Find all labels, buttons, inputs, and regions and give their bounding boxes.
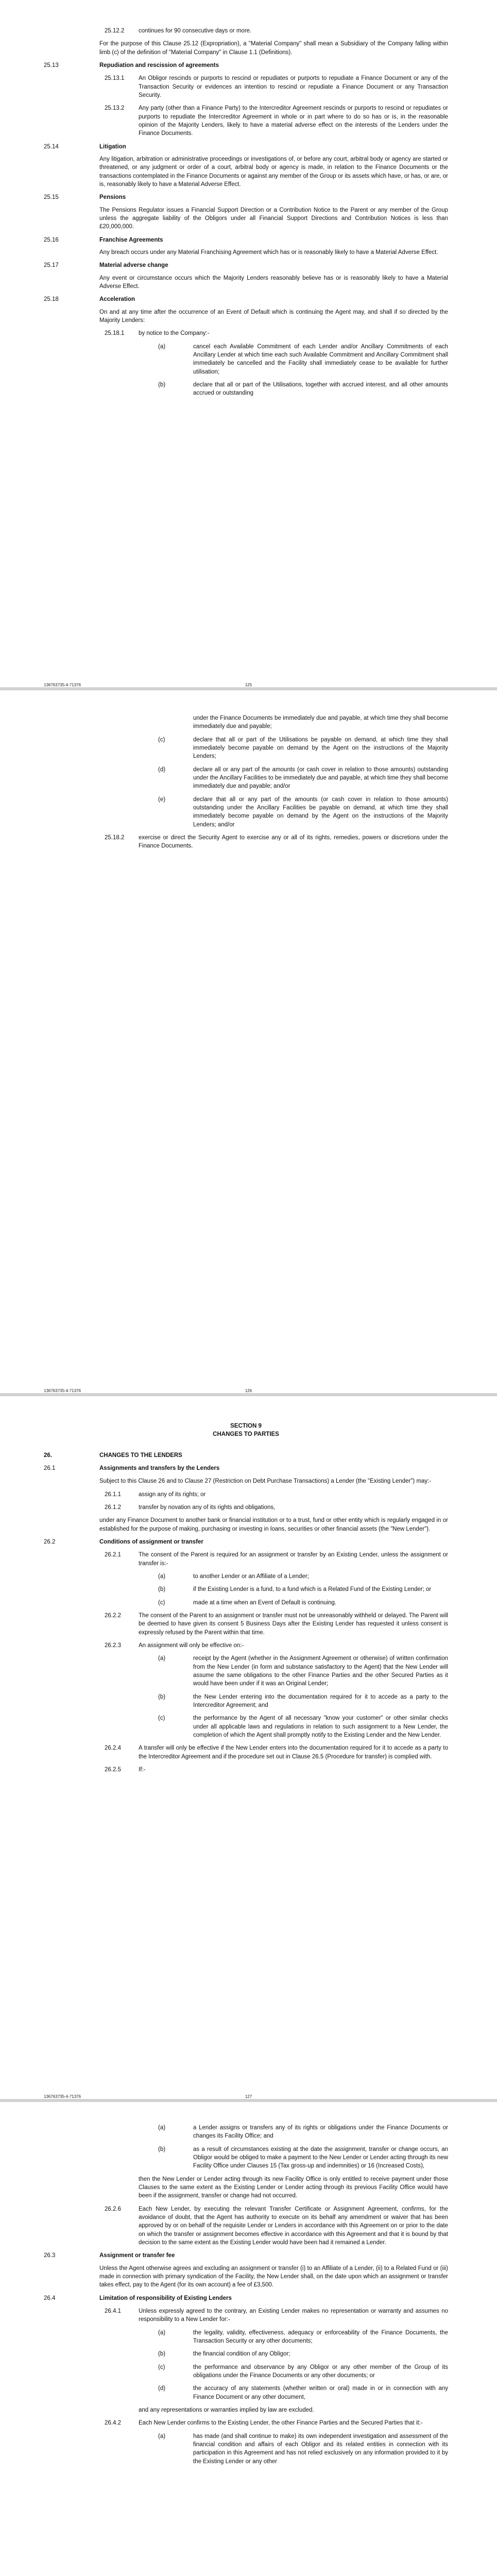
item-letter: (c) xyxy=(158,2364,165,2370)
clause-text: Any breach occurs under any Material Franchising Agreement which has or is reasonably likely to have a Material Adverse Effect. xyxy=(99,249,438,256)
item-letter: (b) xyxy=(158,1586,166,1593)
clause-number: 25.16 xyxy=(44,236,59,243)
sub-item-c xyxy=(44,1714,448,1739)
item-letter: (a) xyxy=(158,2125,166,2131)
clause-number: 26.2.4 xyxy=(105,1745,121,1752)
clause-text: The Pensions Regulator issues a Financial Support Direction or a Contribution Notice to the Parent or any member of the Group unless the aggregate liability of the Obligors under all Financial Support Directions and Contribution Notices is less than £20,000,000. xyxy=(99,207,448,230)
clause-text: Unless expressly agreed to the contrary, an Existing Lender makes no representation or warranty and assumes no responsibility to a New Lender for:- xyxy=(139,2308,448,2323)
item-letter: (c) xyxy=(158,1599,165,1606)
paragraph-material-company xyxy=(99,40,448,57)
clause-text: transfer by novation any of its rights and obligations, xyxy=(139,1504,276,1511)
sub-item-a xyxy=(44,1572,448,1581)
sub-item-d xyxy=(44,2384,448,2401)
clause-26-4-2 xyxy=(44,2419,448,2427)
clause-text: An Obligor rescinds or purports to rescind or repudiates or purports to repudiate a Finance Document or any of the Transaction Security or evidences an intention to rescind or repudiate a Finance Document or any Transaction Security. xyxy=(139,75,448,98)
sub-item-b xyxy=(44,381,448,398)
clause-number: 26.4.1 xyxy=(105,2308,121,2314)
sub-item-a xyxy=(44,343,448,376)
clause-25-18 xyxy=(44,295,448,325)
sub-item-a xyxy=(44,2124,448,2141)
clause-number: 25.13.2 xyxy=(105,105,125,112)
item-text: cancel each Available Commitment of each Lender and/or Ancillary Commitments of each Ancillary Lender at which time each such Available Commitment and Ancillary Commitment shall immediately be cancelled and the Facility shall immediately cease to be available for further utilisation; xyxy=(193,343,448,375)
item-letter: (a) xyxy=(158,1655,166,1662)
clause-26-2-5 xyxy=(44,1766,448,1774)
page-content xyxy=(44,2124,448,2470)
page-content xyxy=(44,1422,448,1778)
sub-item-b xyxy=(44,1585,448,1594)
sub-item-b xyxy=(44,2145,448,2171)
clause-text: The consent of the Parent is required for an assignment or transfer by an Existing Lender, unless the assignment or transfer is:- xyxy=(139,1552,448,1567)
clause-number: 25.13 xyxy=(44,62,59,69)
clause-number: 26.1.2 xyxy=(105,1504,121,1511)
item-text: has made (and shall continue to make) its own independent investigation and assessment of the financial condition and affairs of each Obligor and its related entities in connection with its participation in this Agreement and has not relied exclusively on any information provided to it by the Existing Lender or any other xyxy=(193,2433,448,2465)
clause-25-14 xyxy=(44,143,448,189)
clause-text: Each New Lender, by executing the relevant Transfer Certificate or Assignment Agreement, confirms, for the avoidance of doubt, that the Agent has authority to execute on its behalf any amendment or waiver that has been approved by or on behalf of the requisite Lender or Lenders in accordance with this Agreement on or prior to the date on which the transfer or assignment becomes effective in accordance with this Agreement and that it is bound by that decision to the same extent as the Existing Lender would have been had it remained a Lender. xyxy=(139,2206,448,2246)
clause-number: 26.3 xyxy=(44,2252,56,2259)
item-text: the New Lender entering into the documentation required for it to accede as a party to the Intercreditor Agreement; and xyxy=(193,1693,448,1708)
clause-25-13 xyxy=(44,61,448,70)
document-reference: 136763735-4-71376 xyxy=(44,1388,81,1393)
clause-text: The consent of the Parent to an assignment or transfer must not be unreasonably withheld or delayed. The Parent will be deemed to have given its consent 5 Business Days after the Existing Lender has requested it unless consent is expressly refused by the Parent within that time. xyxy=(139,1612,448,1636)
item-text: the performance by the Agent of all necessary "know your customer" or other similar checks under all applicable laws and regulations in relation to such assignment to a New Lender, the completion of which the Agent shall promptly notify to the Existing Lender and the New Lender. xyxy=(193,1715,448,1738)
paragraph-then xyxy=(139,2175,448,2200)
item-letter: (a) xyxy=(158,2329,166,2336)
item-text: declare that all or any part of the amounts (or cash cover in relation to those amounts) outstanding under the Ancillary Facilities be payable on demand, at which time they shall immediately become payable on demand by the Agent on the instructions of the Majority Lenders; and/or xyxy=(193,796,448,828)
clause-number: 25.18.1 xyxy=(105,330,125,337)
item-text: to another Lender or an Affiliate of a Lender; xyxy=(193,1573,309,1580)
clause-heading: Conditions of assignment or transfer xyxy=(99,1538,203,1545)
document-reference: 136763735-4-71376 xyxy=(44,2094,81,2099)
clause-heading: Assignments and transfers by the Lenders xyxy=(99,1465,220,1471)
item-letter: (b) xyxy=(158,1693,166,1700)
section-number: SECTION 9 xyxy=(230,1423,262,1429)
page-126 xyxy=(0,690,497,1396)
sub-item-c xyxy=(44,2363,448,2380)
page-128 xyxy=(0,2102,497,2576)
item-letter: (b) xyxy=(158,2146,166,2153)
clause-number: 26.4 xyxy=(44,2295,56,2301)
item-text: under the Finance Documents be immediately due and payable, at which time they shall become immediately due and payable; xyxy=(193,715,448,730)
clause-number: 25.13.1 xyxy=(105,75,125,82)
clause-number: 25.18 xyxy=(44,296,59,303)
clause-26-2-1 xyxy=(44,1551,448,1568)
page-number: 127 xyxy=(245,2094,252,2099)
sub-item-a xyxy=(44,2432,448,2466)
clause-heading: Limitation of responsibility of Existing Lenders xyxy=(99,2295,232,2301)
clause-25-13-1 xyxy=(44,74,448,99)
paragraph-new-lender xyxy=(99,1516,448,1533)
sub-item-b xyxy=(44,1693,448,1710)
clause-heading: Franchise Agreements xyxy=(99,236,163,243)
clause-26-1-1 xyxy=(44,1490,448,1499)
clause-26 xyxy=(44,1451,448,1460)
clause-number: 26.2.1 xyxy=(105,1552,121,1558)
clause-26-4-1 xyxy=(44,2307,448,2324)
clause-text: Unless the Agent otherwise agrees and excluding an assignment or transfer (i) to an Affiliate of a Lender, (ii) to a Related Fund or (iii) made in connection with primary syndication of the Facility, the New Lender shall, on the date upon which an assignment or transfer takes effect, pay to the Agent (for its own account) a fee of £3,500. xyxy=(99,2265,448,2289)
item-letter: (b) xyxy=(158,2351,166,2358)
clause-number: 25.15 xyxy=(44,194,59,201)
clause-number: 26. xyxy=(44,1452,52,1459)
clause-heading: Pensions xyxy=(99,194,126,201)
sub-item-d xyxy=(44,766,448,791)
clause-text: Any event or circumstance occurs which the Majority Lenders reasonably believe has or is reasonably likely to have a Material Adverse Effect. xyxy=(99,275,448,290)
sub-item-a xyxy=(44,1654,448,1688)
item-text: the accuracy of any statements (whether written or oral) made in or in connection with any Finance Document or any other document, xyxy=(193,2385,448,2400)
clause-25-16 xyxy=(44,236,448,257)
paragraph-text: under any Finance Document to another bank or financial institution or to a trust, fund or other entity which is regularly engaged in or established for the purpose of making, purchasing or investing in loans, securities or other financial assets (the "New Lender"). xyxy=(99,1517,448,1532)
clause-text: If:- xyxy=(139,1766,146,1773)
paragraph-text: then the New Lender or Lender acting through its new Facility Office is only entitled to receive payment under those Clauses to the same extent as the Existing Lender or Lender acting through its previous Facility Office would have been if the assignment, transfer or change had not occurred. xyxy=(139,2176,448,2199)
clause-heading: Material adverse change xyxy=(99,262,168,269)
item-letter: (e) xyxy=(158,796,166,803)
page-number: 126 xyxy=(245,1388,252,1393)
clause-25-15 xyxy=(44,193,448,231)
sub-item-c xyxy=(44,736,448,761)
clause-25-18-2 xyxy=(44,834,448,851)
clause-text: Any litigation, arbitration or administrative proceedings or investigations of, or before any court, arbitral body or agency are started or threatened, or any judgment or order of a court, arbitral body or agency is made, in relation to the Finance Documents or the transactions contemplated in the Finance Documents or against any member of the Group or its assets which have, or has, or are, or is, reasonably likely to have a Material Adverse Effect. xyxy=(99,156,448,188)
clause-text: Each New Lender confirms to the Existing Lender, the other Finance Parties and the Secured Parties that it:- xyxy=(139,2420,423,2427)
clause-25-18-1 xyxy=(44,329,448,337)
section-title: CHANGES TO PARTIES xyxy=(213,1431,279,1438)
clause-26-2 xyxy=(44,1538,448,1546)
clause-text: assign any of its rights; or xyxy=(139,1491,206,1498)
item-text: declare that all or part of the Utilisations be payable on demand, at which time they shall immediately become payable on demand by the Agent on the instructions of the Majority Lenders; xyxy=(193,736,448,760)
page-127 xyxy=(0,1396,497,2102)
clause-text: A transfer will only be effective if the New Lender enters into the documentation required for it to accede as a party to the Intercreditor Agreement and if the procedure set out in Clause 26.5 (Procedure for transfer) is complied with. xyxy=(139,1745,448,1760)
item-text: as a result of circumstances existing at the date the assignment, transfer or change occurs, an Obligor would be obliged to make a payment to the New Lender or Lender acting through its new Facility Office under Clauses 15 (Tax gross-up and indemnities) or 16 (Increased Costs), xyxy=(193,2146,448,2170)
clause-text: exercise or direct the Security Agent to exercise any or all of its rights, remedies, powers or discretions under the Finance Documents. xyxy=(139,834,448,850)
clause-number: 26.1 xyxy=(44,1465,56,1471)
clause-heading: Acceleration xyxy=(99,296,135,303)
paragraph-text: Subject to this Clause 26 and to Clause 27 (Restriction on Debt Purchase Transactions) a Lender (the "Existing Lender") may:- xyxy=(99,1478,432,1485)
item-letter: (a) xyxy=(158,1573,166,1580)
clause-number: 25.18.2 xyxy=(105,834,125,841)
page-content xyxy=(44,27,448,402)
item-text: the legality, validity, effectiveness, adequacy or enforceability of the Finance Documents, the Transaction Security or any other documents; xyxy=(193,2329,448,2344)
sub-item-e xyxy=(44,795,448,829)
clause-26-2-6 xyxy=(44,2205,448,2247)
clause-26-2-3 xyxy=(44,1641,448,1650)
paragraph-26-1 xyxy=(99,1477,448,1485)
item-text: a Lender assigns or transfers any of its rights or obligations under the Finance Documents or changes its Facility Office; and xyxy=(193,2125,448,2140)
clause-heading: Repudiation and rescission of agreements xyxy=(99,62,219,69)
clause-number: 26.1.1 xyxy=(105,1491,121,1498)
item-text: the performance and observance by any Obligor or any other member of the Group of its obligations under the Finance Documents or any other documents; or xyxy=(193,2364,448,2379)
clause-number: 25.17 xyxy=(44,262,59,269)
clause-text: On and at any time after the occurrence of an Event of Default which is continuing the Agent may, and shall if so directed by the Majority Lenders: xyxy=(99,309,448,324)
paragraph-text: and any representations or warranties implied by law are excluded. xyxy=(139,2406,314,2413)
page-number: 125 xyxy=(245,683,252,687)
item-text: if the Existing Lender is a fund, to a fund which is a Related Fund of the Existing Lender; or xyxy=(193,1586,432,1593)
sub-item-c xyxy=(44,1599,448,1607)
clause-number: 26.4.2 xyxy=(105,2420,121,2427)
clause-heading: Litigation xyxy=(99,143,126,150)
clause-number: 26.2 xyxy=(44,1538,56,1545)
clause-number: 26.2.5 xyxy=(105,1766,121,1773)
page-content xyxy=(44,714,448,855)
paragraph-and xyxy=(139,2406,448,2414)
clause-number: 25.14 xyxy=(44,143,59,150)
clause-26-1-2 xyxy=(44,1503,448,1512)
item-letter: (b) xyxy=(158,381,166,388)
item-letter: (a) xyxy=(158,343,166,350)
item-text: declare that all or part of the Utilisations, together with accrued interest, and all other amounts accrued or outstanding xyxy=(193,381,448,397)
clause-text: Any party (other than a Finance Party) to the Intercreditor Agreement rescinds or purports to rescind or repudiates or purports to repudiate the Intercreditor Agreement in whole or in part where to do so has or is, in the reasonable opinion of the Majority Lenders, likely to have a material adverse effect on the interests of the Lenders under the Finance Documents. xyxy=(139,105,448,137)
item-letter: (c) xyxy=(158,1715,165,1722)
document-reference: 136763735-4-71376 xyxy=(44,683,81,687)
clause-text: continues for 90 consecutive days or more. xyxy=(139,28,252,34)
item-letter: (c) xyxy=(158,736,165,743)
item-text: declare all or any part of the amounts (or cash cover in relation to those amounts) outstanding under the Ancillary Facilities to be immediately due and payable, at which time they shall become immediately due and payable; and/or xyxy=(193,766,448,790)
clause-26-3 xyxy=(44,2251,448,2289)
item-letter: (a) xyxy=(158,2433,166,2439)
page-125 xyxy=(0,0,497,690)
clause-25-12-2 xyxy=(44,27,448,35)
continued-text xyxy=(44,714,448,731)
clause-25-13-2 xyxy=(44,104,448,138)
clause-26-4 xyxy=(44,2294,448,2302)
clause-heading: CHANGES TO THE LENDERS xyxy=(99,1452,182,1459)
clause-number: 26.2.6 xyxy=(105,2206,121,2212)
clause-heading: Assignment or transfer fee xyxy=(99,2252,175,2259)
item-text: the financial condition of any Obligor; xyxy=(193,2351,290,2358)
clause-26-2-2 xyxy=(44,1612,448,1637)
clause-25-17 xyxy=(44,261,448,291)
clause-26-1 xyxy=(44,1464,448,1472)
item-text: receipt by the Agent (whether in the Assignment Agreement or otherwise) of written confirmation from the New Lender (in form and substance satisfactory to the Agent) that the New Lender will assume the same obligations to the other Finance Parties and the other Secured Parties as it would have been under if it was an Original Lender; xyxy=(193,1655,448,1687)
sub-item-b xyxy=(44,2350,448,2358)
item-letter: (d) xyxy=(158,2385,166,2392)
clause-number: 26.2.3 xyxy=(105,1642,121,1649)
clause-number: 26.2.2 xyxy=(105,1612,121,1619)
item-text: made at a time when an Event of Default is continuing. xyxy=(193,1599,337,1606)
clause-26-2-4 xyxy=(44,1744,448,1761)
paragraph-text: For the purpose of this Clause 25.12 (Expropriation), a "Material Company" shall mean a Subsidiary of the Company falling within limb (c) of the definition of "Material Company" in Clause 1.1 (Definitions). xyxy=(99,41,448,56)
sub-item-a xyxy=(44,2329,448,2346)
clause-number: 25.12.2 xyxy=(105,28,125,34)
clause-text: by notice to the Company:- xyxy=(139,330,210,337)
clause-text: An assignment will only be effective on:- xyxy=(139,1642,244,1649)
item-letter: (d) xyxy=(158,766,166,773)
